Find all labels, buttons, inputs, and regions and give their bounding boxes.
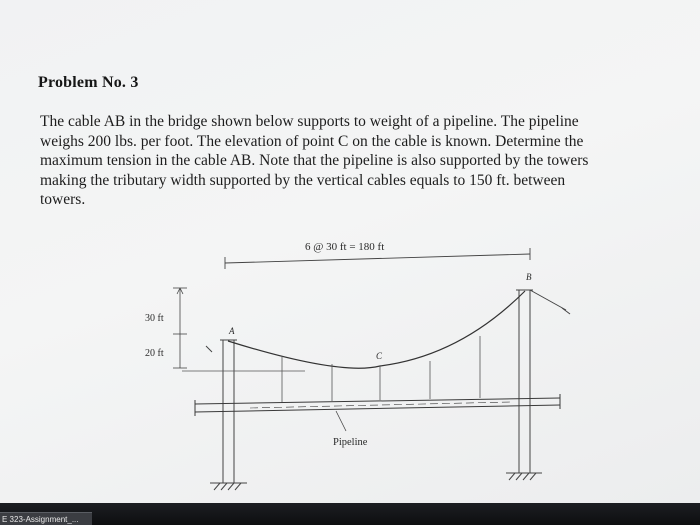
bridge-diagram — [130, 228, 590, 503]
point-a-label: A — [229, 326, 235, 336]
pipeline-leader — [336, 411, 346, 431]
dimension-30ft: 30 ft — [145, 313, 164, 324]
pipeline-label: Pipeline — [333, 437, 368, 448]
point-b-label: B — [526, 272, 532, 282]
taskbar — [0, 503, 700, 525]
problem-line-4: making the tributary width supported by the vertical cables equals to 150 ft. between — [40, 171, 566, 189]
problem-heading: Problem No. 3 — [38, 74, 139, 91]
span-label: 6 @ 30 ft = 180 ft — [305, 241, 385, 253]
vertical-dimension — [173, 288, 187, 368]
taskbar-document-item[interactable]: E 323-Assignment_... — [0, 512, 92, 525]
vertical-hangers — [282, 336, 480, 403]
problem-line-2: weighs 200 lbs. per foot. The elevation of point C on the cable is known. Determine the — [40, 132, 584, 150]
problem-line-5: towers. — [40, 191, 86, 208]
tower-a — [206, 340, 247, 490]
problem-line-1: The cable AB in the bridge shown below supports to weight of a pipeline. The pipeline — [40, 113, 579, 130]
tower-b — [506, 290, 570, 480]
point-c-label: C — [376, 351, 383, 361]
pipeline-deck — [195, 394, 560, 416]
problem-line-3: maximum tension in the cable AB. Note that the pipeline is also supported by the towers — [40, 152, 589, 169]
problem-statement — [40, 112, 686, 210]
dimension-20ft: 20 ft — [145, 348, 164, 359]
